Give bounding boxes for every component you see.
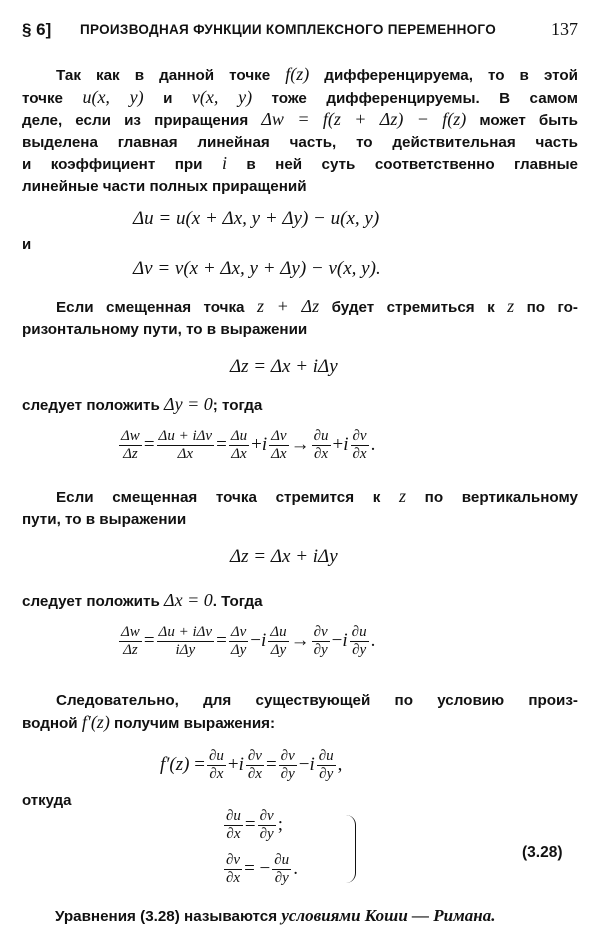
paragraph-horizontal-path [22, 296, 578, 340]
equation-cr-2: $\frac{\partial v}{\partial x}$ = − $\frac{\partial u}{\partial y}$ . [226, 852, 298, 886]
paragraph-set-dy-zero [22, 394, 578, 417]
equation-number: (3.28) [522, 844, 563, 861]
equation-cr-1: $\frac{\partial u}{\partial x}$ = $\frac{\partial v}{\partial y}$ ; [226, 808, 283, 842]
text-line: деле, если из приращения Δw = f(z + Δz) − f(z) может быть [22, 109, 578, 129]
paragraph-consequently [22, 690, 578, 734]
text-line: Следовательно, для существующей по условию произ- [56, 692, 578, 709]
text-line: пути, то в выражении [22, 510, 187, 528]
page-number: 137 [551, 19, 578, 39]
text-line: Если смещенная точка z + Δz будет стремиться к z по го- [56, 296, 578, 316]
paragraph-set-dx-zero [22, 590, 578, 613]
running-title: ПРОИЗВОДНАЯ ФУНКЦИИ КОМПЛЕКСНОГО ПЕРЕМЕННОГО [80, 22, 497, 37]
paragraph-differentiability [22, 64, 578, 197]
text-line: точке u(x, y) и v(x, y) тоже дифференцируемы. В самом [22, 86, 578, 107]
text-line: линейные части полных приращений [22, 177, 307, 195]
text-line: Если смещенная точка стремится к z по вертикальному [56, 486, 578, 506]
right-brace [345, 815, 356, 883]
equation-horizontal-limit: $\frac{\Delta w}{\Delta z}$ = $\frac{\text{Δu + iΔv}}{\Delta x}$ = $\frac{\Delta u}{\Delta x}$ +i $\frac{\Delta v}{\Delta x}$ → $\frac{\partial u}{\partial x}$ +i $\frac{\partial v}{\partial x}$ . [121, 428, 376, 462]
closing-sentence: Уравнения (3.28) называются условиями Коши — Римана. [55, 906, 496, 925]
equation-delta-z-2: Δz = Δx + iΔy [230, 546, 338, 567]
conjunction-and: и [22, 236, 32, 253]
paragraph-vertical-path [22, 486, 578, 530]
text-line: следует положить Δx = 0. Тогда [22, 590, 263, 610]
text-line: выделена главная линейная часть, то действительная часть [22, 133, 578, 151]
running-header [22, 20, 578, 46]
text-line: следует положить Δy = 0; тогда [22, 394, 263, 414]
text-line: и коэффициент при i в ней суть соответственно главные [22, 153, 579, 173]
equation-delta-u: Δu = u(x + Δx, y + Δy) − u(x, y) [133, 208, 380, 229]
word-whence: откуда [22, 792, 72, 809]
text-line: водной f′(z) получим выражения: [22, 711, 276, 732]
text-line: ризонтальному пути, то в выражении [22, 320, 308, 338]
equation-delta-v: Δv = v(x + Δx, y + Δy) − v(x, y). [133, 258, 381, 279]
equation-delta-z-1: Δz = Δx + iΔy [230, 356, 338, 377]
cauchy-riemann-term: условиями Коши — Римана. [281, 906, 496, 925]
equation-vertical-limit: $\frac{\Delta w}{\Delta z}$ = $\frac{\text{Δu + iΔv}}{\text{iΔy}}$ = $\frac{\Delta v}{\Delta y}$ −i $\frac{\Delta u}{\Delta y}$ → $\frac{\partial v}{\partial y}$ −i $\frac{\partial u}{\partial y}$ . [121, 624, 376, 658]
text-line: Так как в данной точке f(z) дифференцируема, то в этой [56, 64, 578, 84]
equation-derivative: f′(z) = $\frac{\partial u}{\partial x}$ +i $\frac{\partial v}{\partial x}$ = $\frac{\partial v}{\partial y}$ −i $\frac{\partial u}{\partial y}$ , [160, 748, 343, 782]
section-marker: § 6] [22, 20, 52, 39]
